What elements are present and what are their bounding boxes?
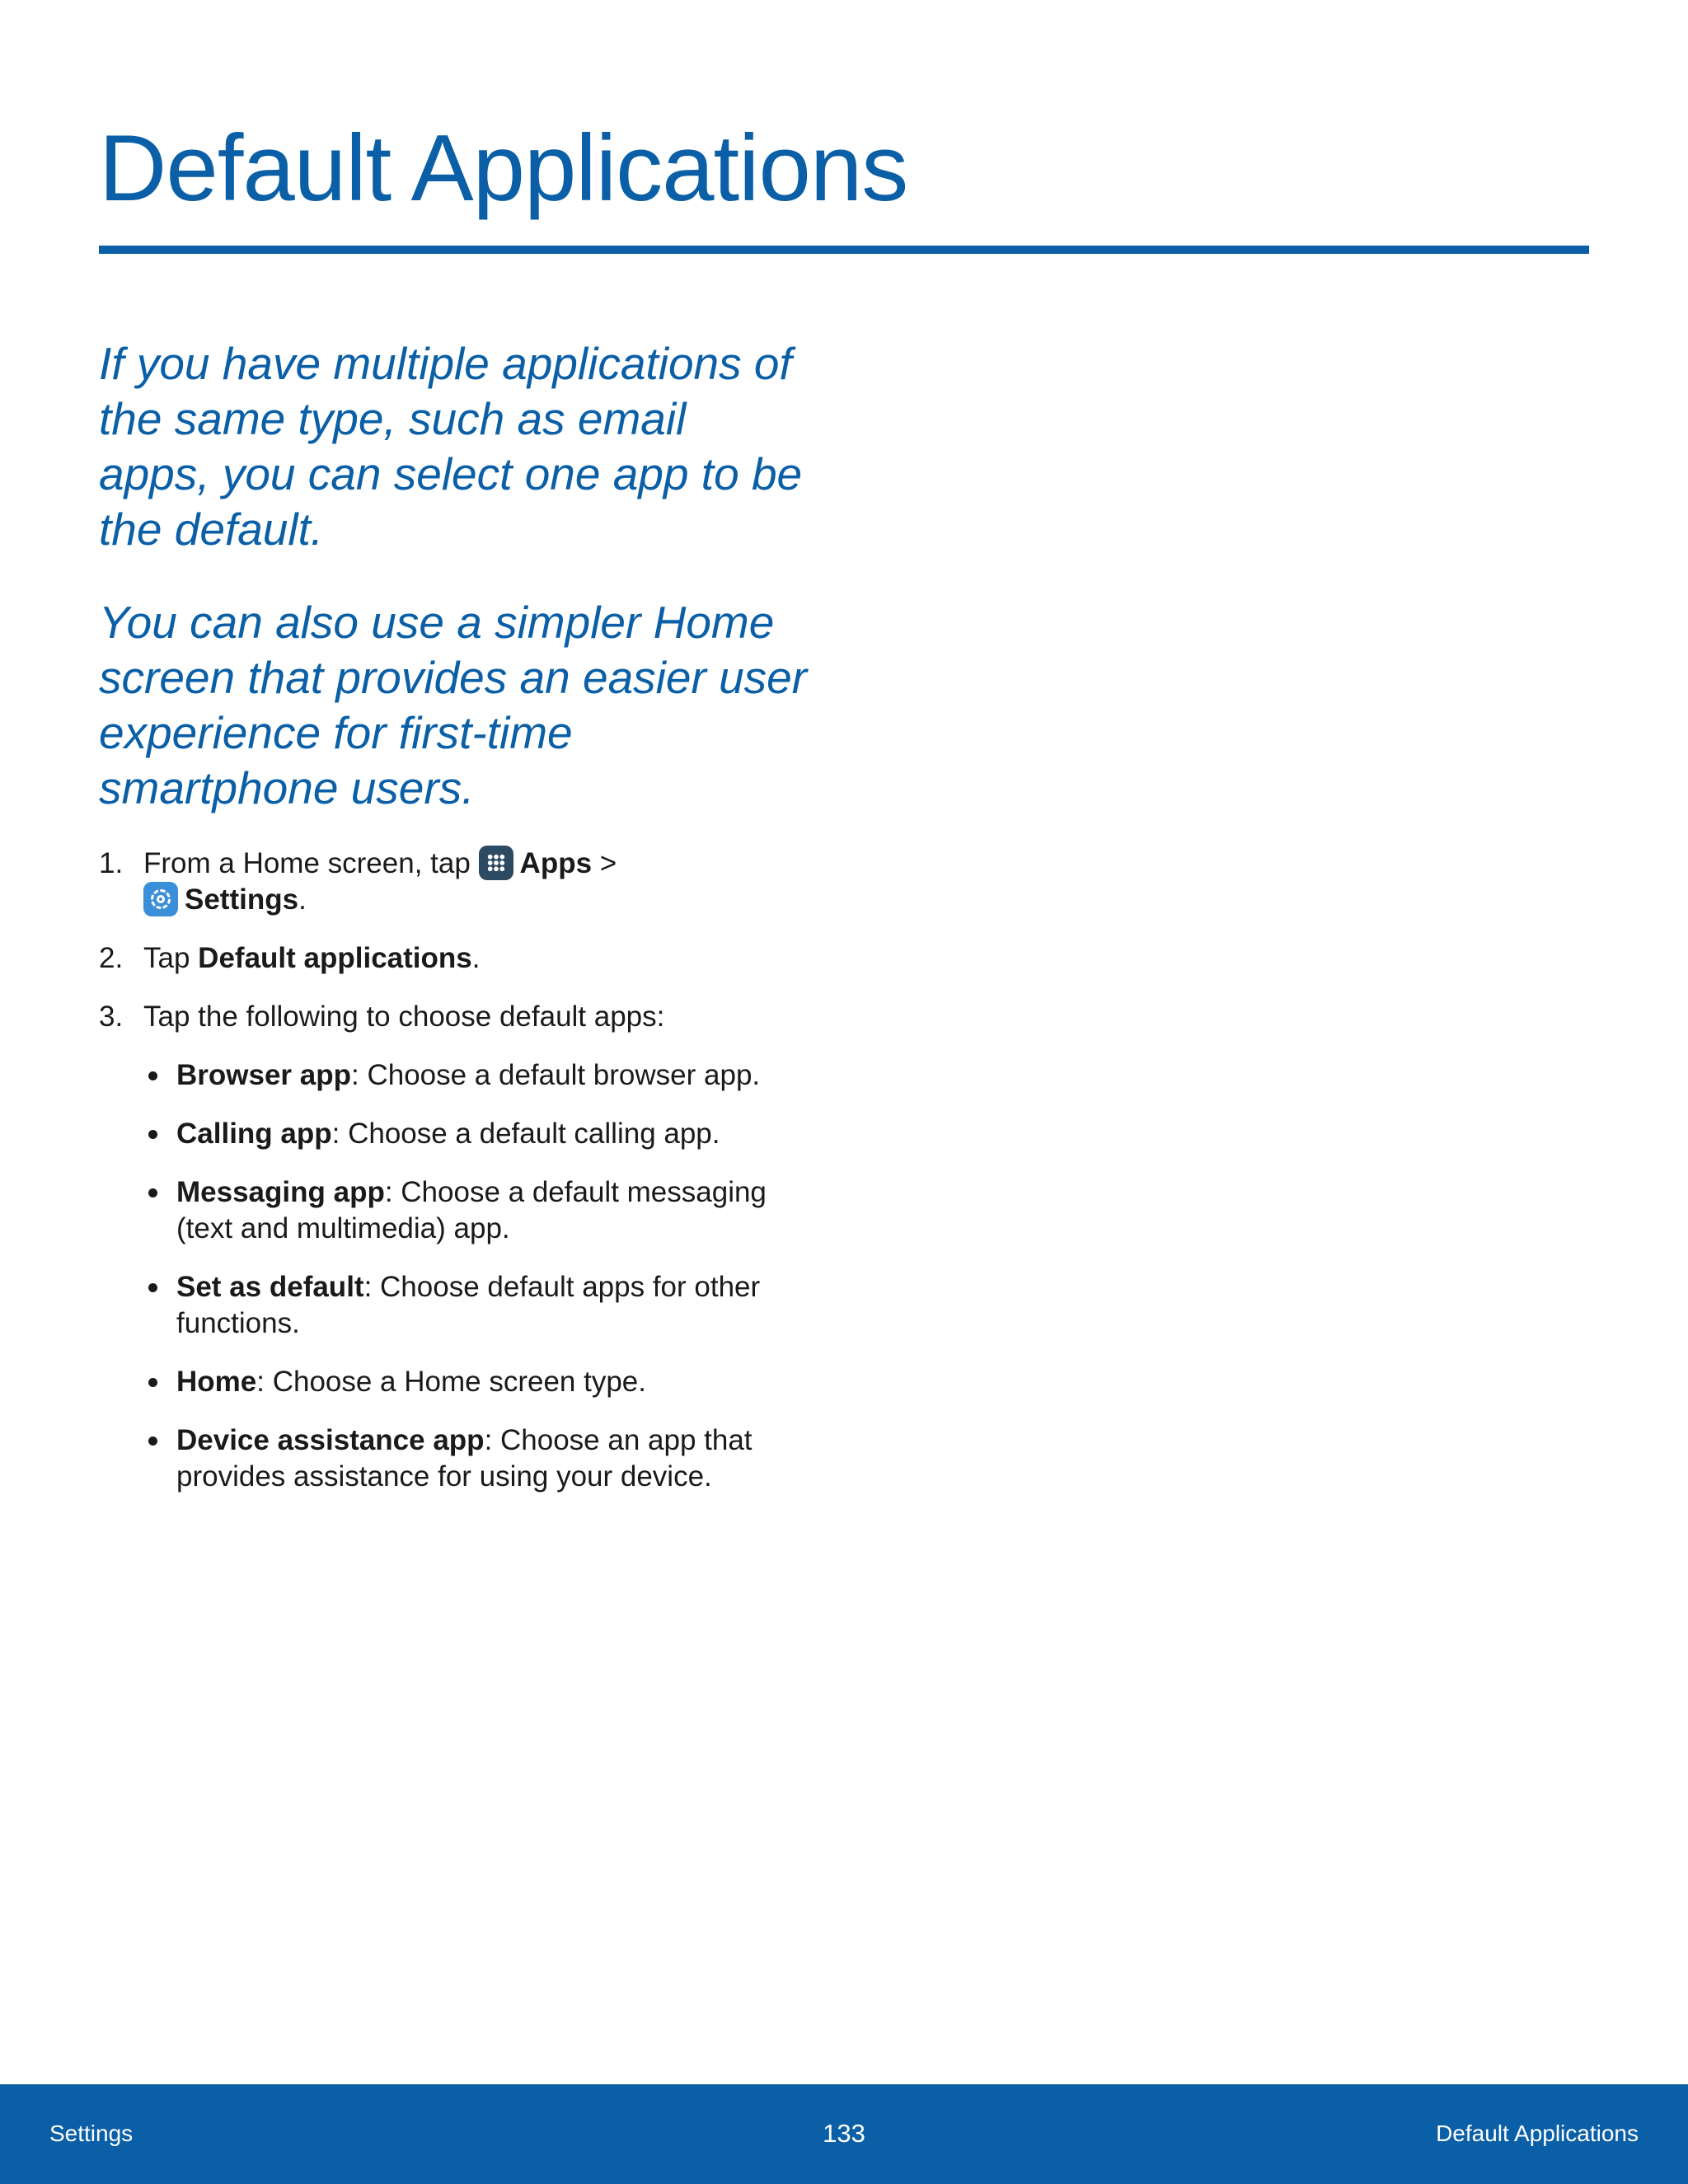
page-number: 133 (823, 2119, 865, 2148)
step-1 (99, 846, 824, 918)
apps-grid-icon (479, 846, 513, 880)
apps-label: Apps (519, 847, 593, 879)
page-footer (0, 2084, 1688, 2184)
separator: > (599, 847, 617, 879)
bullet-term: Device assistance app (176, 1424, 485, 1456)
bullet-desc: : Choose a Home screen type. (256, 1366, 646, 1398)
intro-paragraph: If you have multiple applications of the same type, such as email apps, you can select one app to be the default. (99, 338, 803, 555)
list-item (143, 1364, 824, 1400)
page-title: Default Applications (99, 116, 908, 221)
bullet-term: Calling app (176, 1118, 332, 1150)
punctuation: . (471, 942, 481, 974)
step-2 (99, 940, 824, 977)
punctuation: . (298, 883, 307, 916)
bullet-desc: : Choose a default messaging (text and multimedia) app. (176, 1176, 767, 1244)
list-item (143, 1269, 824, 1342)
bullet-desc: : Choose a default browser app. (351, 1059, 761, 1091)
footer-section-link[interactable]: Settings (49, 2121, 134, 2146)
list-item (143, 1116, 824, 1152)
bullet-term: Home (176, 1366, 257, 1398)
bullet-term: Messaging app (176, 1176, 385, 1208)
intro-paragraph: You can also use a simpler Home screen that provides an easier user experience for first-time smartphone users. (99, 597, 808, 813)
bullet-desc: : Choose a default calling app. (331, 1118, 720, 1150)
step-3 (99, 999, 824, 1495)
footer-topic-link[interactable]: Default Applications (1436, 2121, 1639, 2146)
default-applications-label: Default applications (198, 942, 472, 974)
bullet-desc: : Choose an app that provides assistance for using your device. (176, 1424, 753, 1493)
step-text: Tap (143, 942, 190, 974)
settings-label: Settings (185, 883, 299, 916)
step-number: 3. (99, 1001, 124, 1033)
step-number: 1. (99, 847, 124, 879)
bullet-term: Set as default (176, 1271, 364, 1303)
list-item (143, 1057, 824, 1094)
default-apps-list (143, 1057, 824, 1495)
settings-gear-icon (143, 882, 178, 916)
step-number: 2. (99, 942, 124, 974)
title-divider (99, 246, 1589, 254)
steps-list (99, 846, 824, 1517)
bullet-term: Browser app (176, 1059, 351, 1091)
list-item (143, 1422, 824, 1495)
list-item (143, 1174, 824, 1247)
step-text: Tap the following to choose default apps: (143, 1001, 665, 1033)
bullet-desc: : Choose default apps for other functions. (176, 1271, 761, 1339)
step-text: From a Home screen, tap (143, 847, 471, 879)
